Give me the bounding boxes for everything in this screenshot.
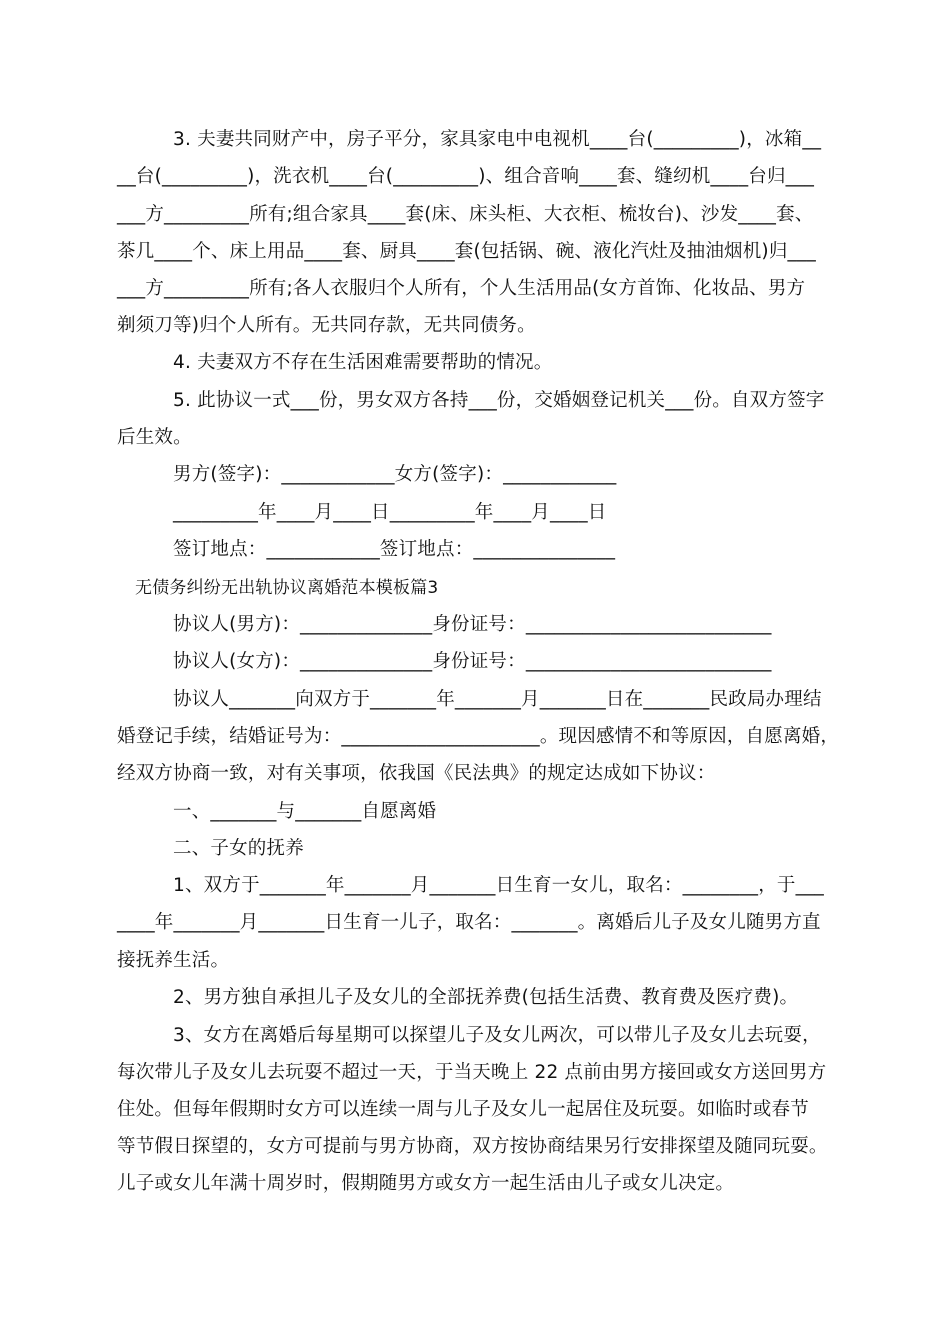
text-line: 等节假日探望的，女方可提前与男方协商，双方按协商结果另行安排探望及随同玩耍。: [117, 1136, 828, 1157]
signature-line: 男方(签字)：____________女方(签字)：____________: [173, 464, 617, 485]
location-line: 签订地点：____________签订地点：_______________: [173, 539, 616, 560]
text-line: 住处。但每年假期时女方可以连续一周与儿子及女儿一起居住及玩耍。如临时或春节: [117, 1099, 809, 1120]
text-line: ____年_______月_______日生育一儿子，取名：_______。离婚后儿子及女儿随男方直: [117, 912, 821, 933]
clause-heading: 二、子女的抚养: [173, 838, 304, 859]
party-line: 协议人(女方)：______________身份证号：__________________________: [173, 651, 772, 672]
party-line: 协议人(男方)：______________身份证号：__________________________: [173, 614, 772, 635]
text-line: 5. 此协议一式___份，男女双方各持___份，交婚姻登记机关___份。自双方签字: [173, 390, 825, 411]
text-line: 婚登记手续，结婚证号为：_____________________。现因感情不和等原因，自愿离婚，: [117, 726, 840, 747]
text-line: 协议人_______向双方于_______年_______月_______日在_______民政局办理结: [173, 689, 822, 710]
text-line: 后生效。: [117, 427, 192, 448]
text-line: 3. 夫妻共同财产中，房子平分，家具家电中电视机____台(_________)，冰箱__: [173, 129, 822, 150]
date-line: _________年____月____日_________年____月____日: [173, 502, 607, 523]
text-line: 茶几____个、床上用品____套、厨具____套(包括锅、碗、液化汽灶及抽油烟机)归___: [117, 241, 816, 262]
text-line: __台(_________)，洗衣机____台(_________)、组合音响____套、缝纫机____台归___: [117, 166, 815, 187]
text-line: 经双方协商一致，对有关事项，依我国《民法典》的规定达成如下协议：: [117, 763, 716, 784]
section-title: 无债务纠纷无出轨协议离婚范本模板篇3: [135, 578, 439, 598]
text-line: 剃须刀等)归个人所有。无共同存款，无共同债务。: [117, 315, 536, 336]
text-line: 每次带儿子及女儿去玩耍不超过一天，于当天晚上 22 点前由男方接回或女方送回男方: [117, 1062, 827, 1083]
text-line: 4. 夫妻双方不存在生活困难需要帮助的情况。: [173, 352, 553, 373]
text-line: ___方_________所有;各人衣服归个人所有，个人生活用品(女方首饰、化妆品、男方: [117, 278, 806, 299]
text-line: 2、男方独自承担儿子及女儿的全部抚养费(包括生活费、教育费及医疗费)。: [173, 987, 799, 1008]
text-line: 儿子或女儿年满十周岁时，假期随男方或女方一起生活由儿子或女儿决定。: [117, 1173, 735, 1194]
text-line: 接抚养生活。: [117, 950, 230, 971]
clause-heading: 一、_______与_______自愿离婚: [173, 801, 437, 822]
text-line: ___方_________所有;组合家具____套(床、床头柜、大衣柜、梳妆台)、沙发____套、: [117, 204, 814, 225]
text-line: 1、双方于_______年_______月_______日生育一女儿，取名：________，于___: [173, 875, 824, 896]
text-line: 3、女方在离婚后每星期可以探望儿子及女儿两次，可以带儿子及女儿去玩耍，: [173, 1025, 821, 1046]
